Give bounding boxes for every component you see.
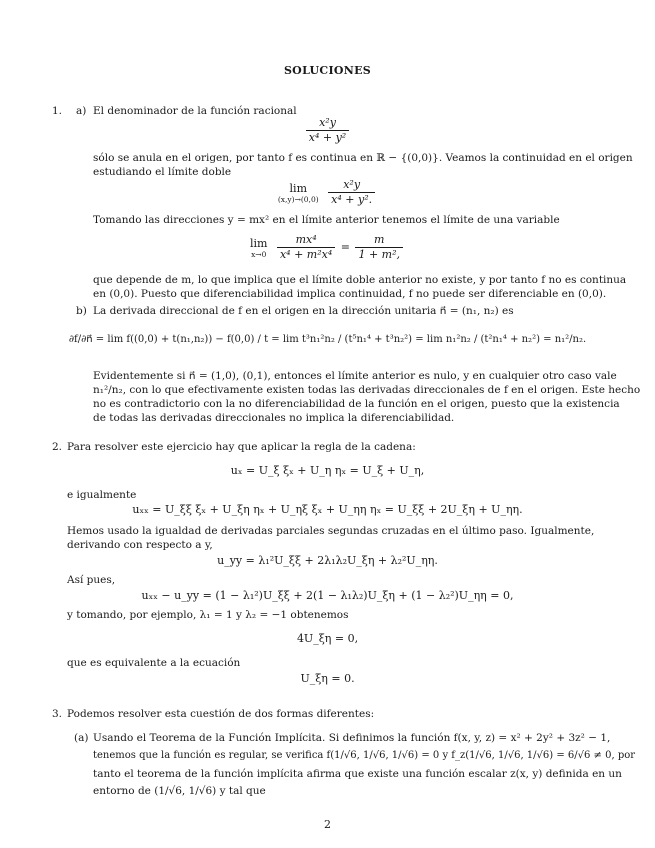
item-3a-label: (a) [74,732,89,744]
item-3a-line2: tenemos que la función es regular, se verifica f(1/√6, 1/√6, 1/√6) = 0 y f_z(1/√6, 1/√6, 1/√6) = 6/√6 ≠ 0, por [93,750,636,761]
item-1-number: 1. [52,105,63,117]
limit-denominator: x⁴ + y². [331,193,373,206]
rational-denominator: x⁴ + y² [308,131,347,144]
page-title: SOLUCIONES [283,64,372,77]
item-1a-line2: sólo se anula en el origen, por tanto f es continua en ℝ − {(0,0)}. Veamos la continuidad en el origen [93,152,633,164]
limit-numerator: x²y [328,178,375,193]
item-3a-line4: entorno de (1/√6, 1/√6) y tal que [93,785,266,797]
item-3-number: 3. [52,708,63,720]
item-1a-line3: estudiando el límite doble [93,166,232,178]
item-1b-line5: de todas las derivadas direccionales no implica la diferenciabilidad. [93,412,455,424]
item-3a-line3: tanto el teorema de la función implícita afirma que existe una función escalar z(x, y) definida en un [93,768,622,780]
item-2-line2: e igualmente [67,489,137,501]
item-2-intro: Para resolver este ejercicio hay que aplicar la regla de la cadena: [67,441,416,453]
equation-uxx: uₓₓ = U_ξξ ξₓ + U_ξη ηₓ + U_ηξ ξₓ + U_ηη ηₓ = U_ξξ + 2U_ξη + U_ηη. [132,503,523,516]
page-number: 2 [324,818,331,831]
limit2-rhs-numerator: m [355,233,403,248]
equation-directional-derivative: ∂f/∂n⃗ = lim f((0,0) + t(n₁,n₂)) − f(0,0) / t = lim t³n₁²n₂ / (t⁵n₁⁴ + t³n₂²) = lim n₁²n₂ / (t²n₁⁴ + n₂²) = n₁²/n₂. [68,334,587,345]
equation-uyy: u_yy = λ₁²U_ξξ + 2λ₁λ₂U_ξη + λ₂²U_ηη. [217,554,438,567]
item-1b-line2: Evidentemente si n⃗ = (1,0), (0,1), entonces el límite anterior es nulo, y en cualquier otro caso vale [93,370,617,382]
item-2-line6: y tomando, por ejemplo, λ₁ = 1 y λ₂ = −1 obtenemos [67,609,349,621]
item-1a-line4: Tomando las direcciones y = mx² en el límite anterior tenemos el límite de una variable [93,214,560,226]
limit2-denominator: x⁴ + m²x⁴ [279,248,333,261]
limit-subscript: (x,y)→(0,0) [277,194,319,204]
item-2-line4: derivando con respecto a y, [67,539,213,551]
item-1b-label: b) [76,305,87,317]
equation-4u: 4U_ξη = 0, [296,632,359,645]
equation-ux: uₓ = U_ξ ξₓ + U_η ηₓ = U_ξ + U_η, [230,464,425,477]
equation-single-limit: lim x→0 $\frac{\text{mx⁴}}{\text{x⁴ + m²x⁴}}$ = $\frac{m}{\text{1 + m²,}}$ [0,233,655,262]
item-1a-intro: El denominador de la función racional [93,105,297,117]
item-2-line3: Hemos usado la igualdad de derivadas parciales segundas cruzadas en el último paso. Igualmente, [67,525,595,537]
item-1a-label: a) [76,105,87,117]
limit2-operator: lim [249,236,268,250]
item-1b-intro: La derivada direccional de f en el origen en la dirección unitaria n⃗ = (n₁, n₂) es [93,305,514,317]
rational-numerator: x²y [306,116,349,131]
equation-uxx-minus-uyy: uₓₓ − u_yy = (1 − λ₁²)U_ξξ + 2(1 − λ₁λ₂)U_ξη + (1 − λ₂²)U_ηη = 0, [141,589,514,602]
item-2-line7: que es equivalente a la ecuación [67,657,241,669]
item-1a-line5: que depende de m, lo que implica que el límite doble anterior no existe, y por tanto f no es continua [93,274,627,286]
equation-double-limit [0,178,655,207]
item-2-number: 2. [52,441,63,453]
item-1a-line6: en (0,0). Puesto que diferenciabilidad implica continuidad, f no puede ser diferenciable en (0,0). [93,288,607,300]
item-3-intro: Podemos resolver esta cuestión de dos formas diferentes: [67,708,375,720]
limit-operator: lim [289,181,307,195]
item-1b-line4: no es contradictorio con la no diferenciabilidad de la función en el origen, puesto que la existencia [93,398,620,410]
limit2-subscript: x→0 [251,249,267,259]
limit2-numerator: mx⁴ [277,233,335,248]
item-3a-line1: Usando el Teorema de la Función Implícita. Si definimos la función f(x, y, z) = x² + 2y² + 3z² − 1, [93,732,611,744]
item-1b-line3: n₁²/n₂, con lo que efectivamente existen todas las derivadas direccionales de f en el origen. Este hecho [93,384,641,396]
item-2-line5: Así pues, [67,574,116,586]
equation-rational-function [0,116,655,145]
limit2-rhs-denominator: 1 + m², [358,248,400,261]
equation-u-xi-eta: U_ξη = 0. [300,672,355,685]
